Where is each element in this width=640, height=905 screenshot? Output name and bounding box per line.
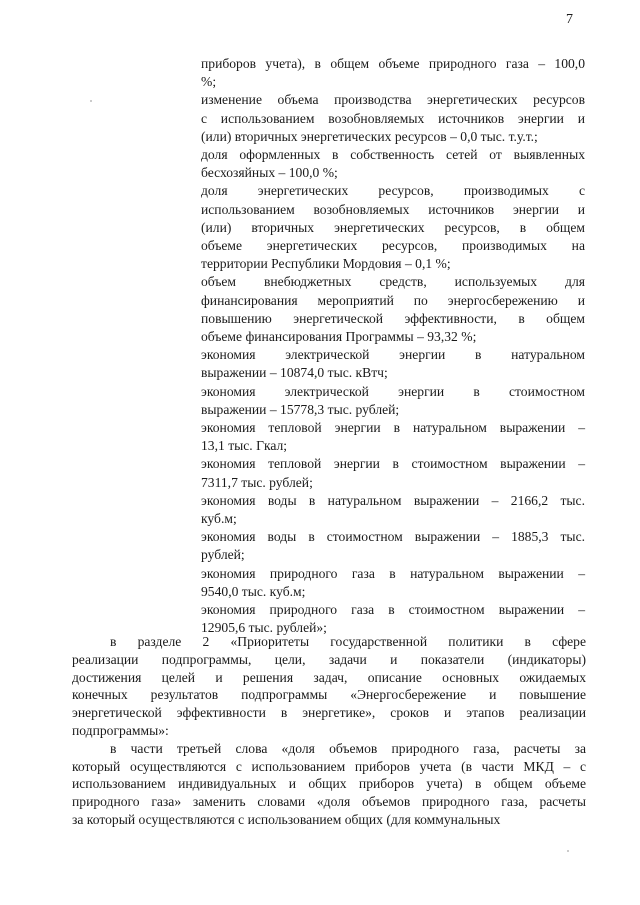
text-line: экономия воды в стоимостном выражении – 1885,3 тыс. xyxy=(201,529,585,545)
text-line: достижения целей и решения задач, описание основных ожидаемых xyxy=(72,669,586,685)
text-line: доля оформленных в собственность сетей от выявленных xyxy=(201,147,585,163)
text-line: выражении – 10874,0 тыс. кВтч; xyxy=(201,365,388,381)
page-number: 7 xyxy=(566,12,573,27)
text-line: приборов учета), в общем объеме природного газа – 100,0 xyxy=(201,56,585,71)
text-line: выражении – 15778,3 тыс. рублей; xyxy=(201,401,400,417)
indicator-item xyxy=(201,273,585,346)
indicator-item xyxy=(201,146,585,182)
text-line: экономия электрической энергии в натуральном xyxy=(201,347,585,363)
text-line: объеме энергетических ресурсов, производимых на xyxy=(201,238,585,254)
text-line: 9540,0 тыс. куб.м; xyxy=(201,583,306,599)
indicator-item xyxy=(201,455,585,491)
text-line: рублей; xyxy=(201,547,245,563)
text-line: экономия электрической энергии в стоимостном xyxy=(201,383,585,399)
text-line: энергетической эффективности в энергетике», сроков и этапов реализации xyxy=(72,705,586,721)
text-line: 7311,7 тыс. рублей; xyxy=(201,474,313,490)
scan-speck xyxy=(567,850,569,852)
text-line: (или) вторичных энергетических ресурсов – 0,0 тыс. т.у.т.; xyxy=(201,128,538,144)
indicator-item xyxy=(201,346,585,382)
text-line: куб.м; xyxy=(201,511,237,527)
indicator-item xyxy=(201,528,585,564)
text-line: 13,1 тыс. Гкал; xyxy=(201,438,288,454)
body-text xyxy=(72,633,586,829)
text-line: конечных результатов подпрограммы «Энергосбережение и повышение xyxy=(72,687,586,703)
text-line: за который осуществляются с использованием общих (для коммунальных xyxy=(72,811,501,827)
text-line: в части третьей слова «доля объемов природного газа, расчеты за xyxy=(110,740,586,756)
text-line: экономия природного газа в натуральном выражении – xyxy=(201,565,585,581)
text-line: финансирования мероприятий по энергосбережению и xyxy=(201,292,585,308)
text-line: экономия тепловой энергии в стоимостном выражении – xyxy=(201,456,585,472)
text-line: изменение объема производства энергетических ресурсов xyxy=(201,92,585,108)
text-line: территории Республики Мордовия – 0,1 %; xyxy=(201,256,451,272)
text-line: который осуществляются с использованием приборов учета (в части МКД – с xyxy=(72,758,586,774)
text-line: природного газа» заменить словами «доля объемов природного газа, расчеты xyxy=(72,794,586,810)
text-line: реализации подпрограммы, цели, задачи и показатели (индикаторы) xyxy=(72,651,586,667)
indicator-item xyxy=(201,492,585,528)
text-line: с использованием возобновляемых источников энергии и xyxy=(201,110,585,126)
text-line: %; xyxy=(201,74,217,90)
text-line: (или) вторичных энергетических ресурсов, в общем xyxy=(201,219,585,235)
text-line: в разделе 2 «Приоритеты государственной политики в сфере xyxy=(110,634,586,649)
text-line: бесхозяйных – 100,0 %; xyxy=(201,165,338,181)
indicator-list xyxy=(201,55,585,638)
text-line: объем внебюджетных средств, используемых для xyxy=(201,274,585,290)
text-line: экономия тепловой энергии в натуральном выражении – xyxy=(201,420,585,436)
indicator-item xyxy=(201,91,585,146)
indicator-item xyxy=(201,55,585,91)
text-line: подпрограммы»: xyxy=(72,722,169,738)
text-line: использованием индивидуальных и общих приборов учета) в общем объеме xyxy=(72,776,586,792)
indicator-item xyxy=(201,383,585,419)
text-line: повышению энергетической эффективности, в общем xyxy=(201,310,585,326)
scan-speck xyxy=(90,100,92,102)
indicator-item xyxy=(201,182,585,273)
indicator-item xyxy=(201,419,585,455)
text-line: экономия воды в натуральном выражении – 2166,2 тыс. xyxy=(201,492,585,508)
body-paragraph xyxy=(72,740,586,829)
text-line: 12905,6 тыс. рублей»; xyxy=(201,620,327,636)
body-paragraph xyxy=(72,633,586,740)
text-line: доля энергетических ресурсов, производимых с xyxy=(201,183,585,199)
text-line: объеме финансирования Программы – 93,32 %; xyxy=(201,329,477,345)
text-line: использованием возобновляемых источников энергии и xyxy=(201,201,585,217)
indicator-item xyxy=(201,565,585,601)
text-line: экономия природного газа в стоимостном выражении – xyxy=(201,602,585,618)
